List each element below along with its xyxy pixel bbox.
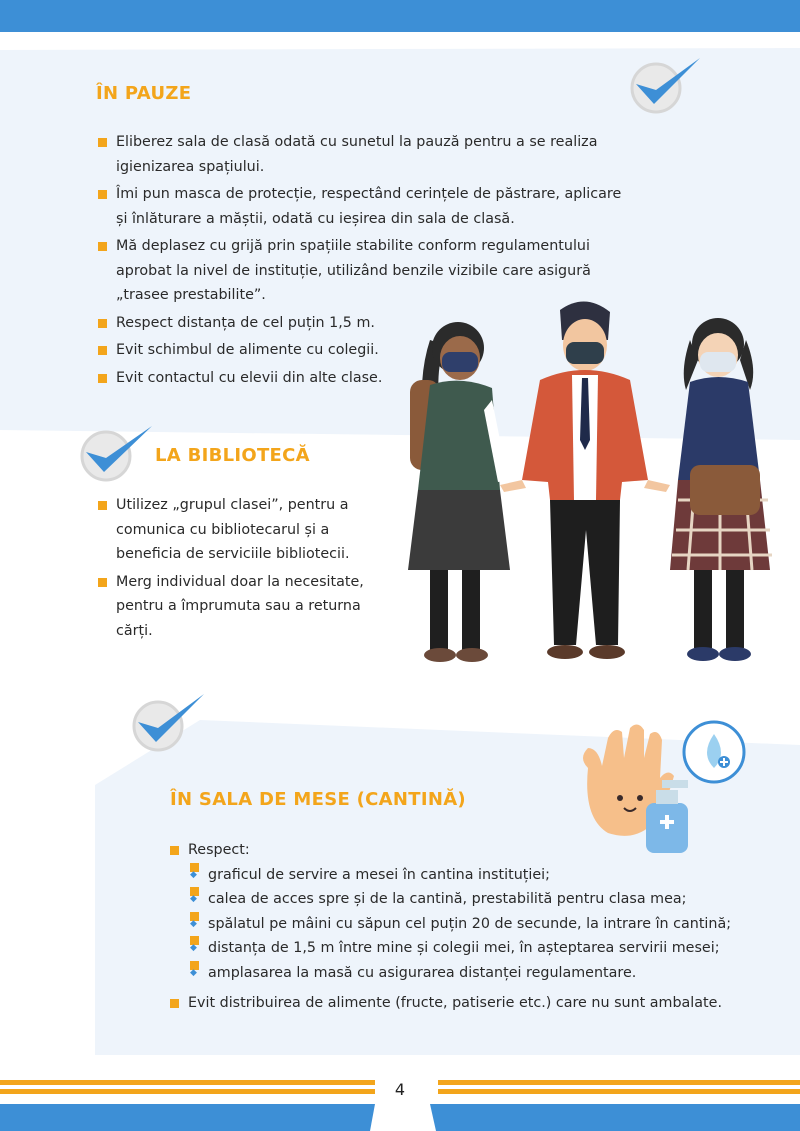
students-illustration: [400, 300, 780, 670]
checkmark-icon: [78, 420, 158, 485]
list-item: Utilizez „grupul clasei”, pentru a comunica cu bibliotecarul și a beneficia de serviciile bibliotecii.: [96, 493, 364, 567]
student-boy-center: [500, 301, 670, 659]
sublist-item: ◆ graficul de servire a mesei în cantina instituției;: [188, 863, 768, 888]
list-item: [168, 838, 768, 985]
list-item: Merg individual doar la necesitate, pentru a împrumuta sau a returna cărți.: [96, 570, 364, 644]
checkmark-icon: [628, 52, 703, 117]
page-number: 4: [394, 1080, 406, 1099]
list-item: Evit distribuirea de alimente (fructe, patiserie etc.) care nu sunt ambalate.: [168, 991, 768, 1016]
section-title-biblioteca: LA BIBLIOTECĂ: [155, 445, 310, 466]
hand-sanitizer-illustration: [568, 718, 748, 858]
list-item: Eliberez sala de clasă odată cu sunetul la pauză pentru a se realiza igienizarea spațiului.: [96, 130, 636, 179]
cantina-sublist: [188, 863, 768, 986]
list-item: Evit contactul cu elevii din alte clase.: [96, 366, 636, 391]
student-girl-left: [408, 322, 510, 662]
student-girl-right: [670, 318, 772, 661]
section-title-pauze: ÎN PAUZE: [96, 83, 192, 104]
section-title-cantina: ÎN SALA DE MESE (CANTINĂ): [170, 789, 466, 810]
sublist-item: ◆ spălatul pe mâini cu săpun cel puțin 20 de secunde, la intrare în cantină;: [188, 912, 768, 937]
footer-stripes: [0, 1068, 800, 1131]
sublist-item: ◆ calea de acces spre și de la cantină, prestabilită pentru clasa mea;: [188, 887, 768, 912]
sublist-item: ◆ amplasarea la masă cu asigurarea distanței regulamentare.: [188, 961, 768, 986]
list-item: Îmi pun masca de protecție, respectând cerințele de păstrare, aplicare și înlăturare a măștii, odată cu ieșirea din sala de clasă.: [96, 182, 636, 231]
cantina-list: [168, 838, 768, 1019]
list-item: Mă deplasez cu grijă prin spațiile stabilite conform regulamentului aprobat la nivel de instituție, utilizând benzile vizibile care asigură „trasee prestabilite”.: [96, 234, 636, 308]
list-item: Respect distanța de cel puțin 1,5 m.: [96, 311, 636, 336]
sublist-item: ◆ distanța de 1,5 m între mine și colegii mei, în așteptarea servirii mesei;: [188, 936, 768, 961]
checkmark-icon: [130, 688, 210, 756]
respect-intro: Respect:: [188, 842, 250, 858]
list-item: Evit schimbul de alimente cu colegii.: [96, 338, 636, 363]
biblioteca-list: [96, 493, 364, 646]
